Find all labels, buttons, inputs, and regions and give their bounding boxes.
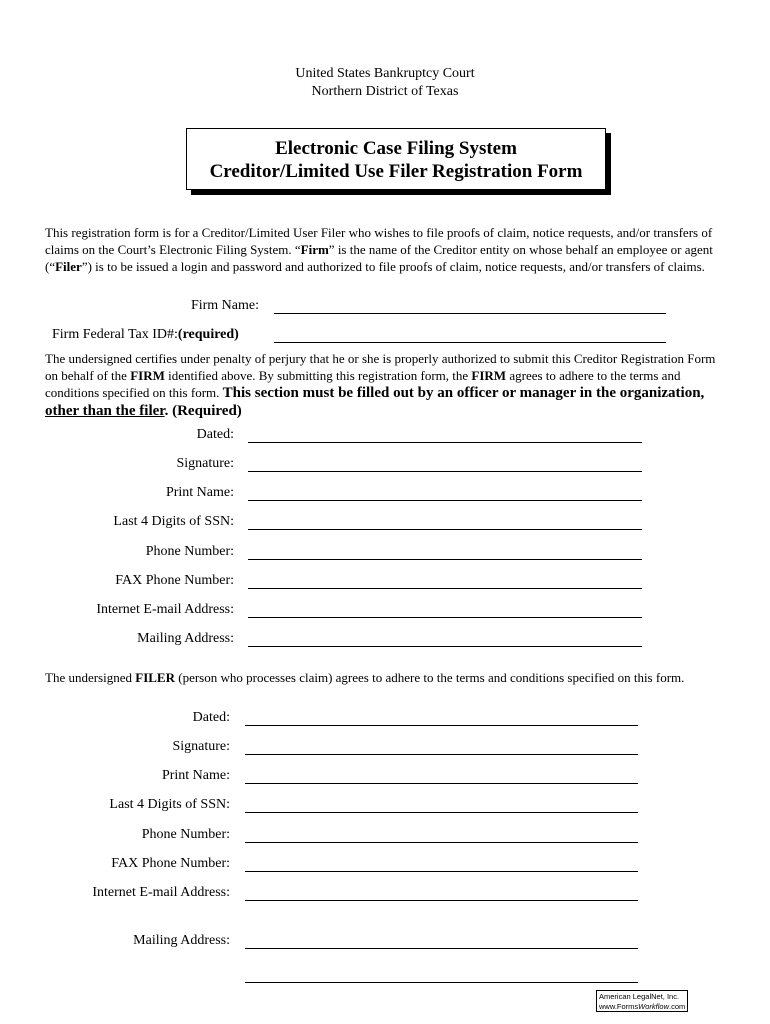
filer-signature-label: Signature: xyxy=(172,739,230,754)
filer-last-4-digits-of-ssn-field[interactable] xyxy=(245,812,638,813)
certify-text-3: agrees to adhere to the terms and conditions specified on this form. xyxy=(45,368,681,400)
certify-firm-2: FIRM xyxy=(471,368,507,383)
filer-mailing-address-label: Mailing Address: xyxy=(133,933,230,948)
filer-last-4-digits-of-ssn-label: Last 4 Digits of SSN: xyxy=(109,797,230,812)
tax-id-label xyxy=(52,326,239,344)
certify-other-than-filer: other than the filer xyxy=(45,403,165,419)
officer-phone-number-label: Phone Number: xyxy=(145,544,234,559)
filer-dated-field[interactable] xyxy=(245,725,638,726)
tax-id-required: (required) xyxy=(177,327,239,342)
intro-filer-term: Filer xyxy=(55,259,82,274)
filer-fax-phone-number-label: FAX Phone Number: xyxy=(111,856,230,871)
officer-internet-e-mail-address-field[interactable] xyxy=(248,617,642,618)
footer-website-italic: Workflow xyxy=(638,1002,670,1011)
officer-mailing-address-field[interactable] xyxy=(248,646,642,647)
officer-print-name-field[interactable] xyxy=(248,500,642,501)
officer-phone-number-field[interactable] xyxy=(248,559,642,560)
certify-paragraph xyxy=(45,350,727,420)
filer-dated-label: Dated: xyxy=(192,710,230,725)
filer-print-name-field[interactable] xyxy=(245,783,638,784)
form-title-line2: Creditor/Limited Use Filer Registration Form xyxy=(209,161,583,182)
intro-text-1: This registration form is for a Creditor/Limited User Filer who wishes to file proofs of claim, notice requests, and/or transfers of claims on the Court’s Electronic Filing System. “ xyxy=(45,225,713,257)
filer-mailing-address-field[interactable] xyxy=(245,948,638,949)
certify-text-1: The undersigned certifies under penalty of perjury that he or she is properly authorized to submit this Creditor Registration Form on behalf of the xyxy=(45,351,716,383)
filer-text-2: (person who processes claim) agrees to adhere to the terms and conditions specified on this form. xyxy=(175,670,685,685)
filer-signature-field[interactable] xyxy=(245,754,638,755)
firm-name-field[interactable] xyxy=(274,313,666,314)
intro-text-2: ” is the name of the Creditor entity on whose behalf an employee or agent (“ xyxy=(45,242,713,274)
filer-phone-number-field[interactable] xyxy=(245,842,638,843)
certify-firm-1: FIRM xyxy=(130,368,165,383)
officer-dated-field[interactable] xyxy=(248,442,642,443)
certify-required-text: This section must be filled out by an officer or manager in the organization, xyxy=(222,385,705,401)
officer-last-4-digits-of-ssn-field[interactable] xyxy=(248,529,642,530)
court-name: United States Bankruptcy Court xyxy=(295,66,475,81)
firm-name-label: Firm Name: xyxy=(190,298,259,313)
filer-phone-number-label: Phone Number: xyxy=(141,827,230,842)
filer-print-name-label: Print Name: xyxy=(161,768,230,783)
tax-id-field[interactable] xyxy=(274,342,666,343)
filer-mailing-address-line2[interactable] xyxy=(245,982,638,983)
officer-internet-e-mail-address-label: Internet E-mail Address: xyxy=(96,602,234,617)
tax-id-label-text: Firm Federal Tax ID#: xyxy=(52,327,178,342)
district-name: Northern District of Texas xyxy=(311,84,459,99)
footer-website-prefix: www.Forms xyxy=(599,1002,639,1011)
officer-fax-phone-number-label: FAX Phone Number: xyxy=(115,573,234,588)
filer-internet-e-mail-address-label: Internet E-mail Address: xyxy=(92,885,230,900)
intro-paragraph xyxy=(45,224,727,275)
certify-text-2: identified above. By submitting this registration form, the xyxy=(164,368,472,383)
intro-firm-term: Firm xyxy=(300,242,329,257)
footer-website-suffix: .com xyxy=(669,1002,686,1011)
footer-box xyxy=(596,990,688,1012)
intro-text-3: ”) is to be issued a login and password and authorized to file proofs of claim, notice requests, and/or transfers of claims. xyxy=(81,259,705,274)
officer-signature-field[interactable] xyxy=(248,471,642,472)
filer-term: FILER xyxy=(135,670,175,685)
certify-required-tag: . (Required) xyxy=(164,403,242,419)
form-title-box xyxy=(186,128,606,190)
officer-signature-label: Signature: xyxy=(176,456,234,471)
filer-paragraph xyxy=(45,669,727,686)
filer-internet-e-mail-address-field[interactable] xyxy=(245,900,638,901)
officer-last-4-digits-of-ssn-label: Last 4 Digits of SSN: xyxy=(113,514,234,529)
officer-mailing-address-label: Mailing Address: xyxy=(137,631,234,646)
officer-fax-phone-number-field[interactable] xyxy=(248,588,642,589)
officer-dated-label: Dated: xyxy=(196,427,234,442)
form-title-line1: Electronic Case Filing System xyxy=(275,138,517,159)
officer-print-name-label: Print Name: xyxy=(165,485,234,500)
filer-fax-phone-number-field[interactable] xyxy=(245,871,638,872)
filer-text-1: The undersigned xyxy=(45,670,136,685)
footer-publisher: American LegalNet, Inc. xyxy=(599,992,680,1001)
footer-website xyxy=(599,1002,685,1012)
